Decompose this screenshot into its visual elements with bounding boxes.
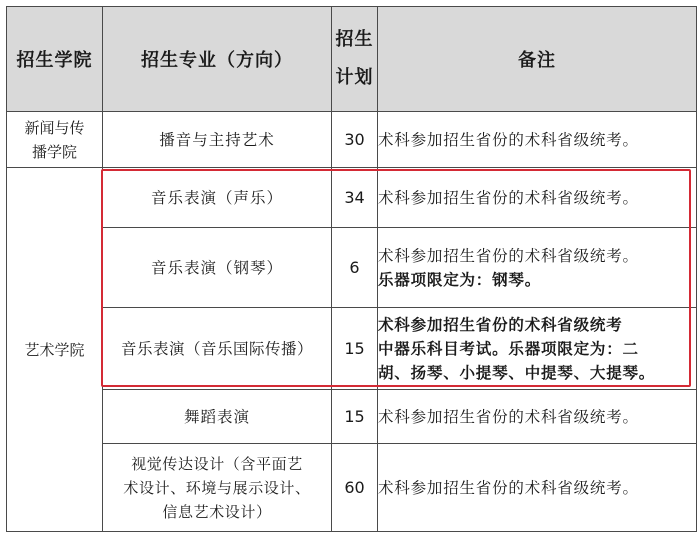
table-header-row: [7, 7, 697, 112]
header-plan-line2: 计划: [335, 67, 374, 88]
college-cell-art: 艺术学院: [7, 168, 103, 532]
major-cell: 舞蹈表演: [103, 390, 332, 444]
note-cell: 术科参加招生省份的术科省级统考。: [378, 444, 697, 532]
header-plan-line1: 招生: [335, 29, 374, 50]
plan-cell: 15: [332, 390, 378, 444]
major-line3: 信息艺术设计）: [162, 502, 272, 521]
major-line1: 视觉传达设计（含平面艺: [131, 454, 303, 473]
table-row: [7, 390, 697, 444]
table-row: [7, 228, 697, 308]
header-college: 招生学院: [7, 7, 103, 112]
note-cell: [378, 308, 697, 390]
header-note: 备注: [378, 7, 697, 112]
table-row: [7, 444, 697, 532]
college-cell-journalism: [7, 112, 103, 168]
admissions-table: [6, 6, 697, 532]
note-cell: [378, 228, 697, 308]
major-line2: 术设计、环境与展示设计、: [123, 478, 311, 497]
note-bold-line2: 中器乐科目考试。乐器项限定为：二: [378, 339, 639, 358]
college-journalism-line1: 新闻与传: [24, 118, 85, 137]
plan-cell: 15: [332, 308, 378, 390]
note-text: 术科参加招生省份的术科省级统考。: [378, 246, 639, 265]
major-cell: 音乐表演（音乐国际传播）: [103, 308, 332, 390]
major-cell: 音乐表演（声乐）: [103, 168, 332, 228]
note-cell: 术科参加招生省份的术科省级统考。: [378, 390, 697, 444]
header-major: 招生专业（方向）: [103, 7, 332, 112]
plan-cell: 34: [332, 168, 378, 228]
note-bold-line1: 术科参加招生省份的术科省级统考: [378, 315, 623, 334]
header-plan: [332, 7, 378, 112]
plan-cell: 60: [332, 444, 378, 532]
major-cell: 播音与主持艺术: [103, 112, 332, 168]
note-bold-text: 乐器项限定为：钢琴。: [378, 270, 542, 289]
note-bold-line3: 胡、扬琴、小提琴、中提琴、大提琴。: [378, 363, 656, 382]
note-cell: 术科参加招生省份的术科省级统考。: [378, 168, 697, 228]
major-cell: 音乐表演（钢琴）: [103, 228, 332, 308]
table-row: [7, 308, 697, 390]
plan-cell: 30: [332, 112, 378, 168]
college-journalism-line2: 播学院: [31, 142, 77, 161]
note-cell: 术科参加招生省份的术科省级统考。: [378, 112, 697, 168]
table-row: [7, 168, 697, 228]
plan-cell: 6: [332, 228, 378, 308]
major-cell: [103, 444, 332, 532]
table-row: [7, 112, 697, 168]
